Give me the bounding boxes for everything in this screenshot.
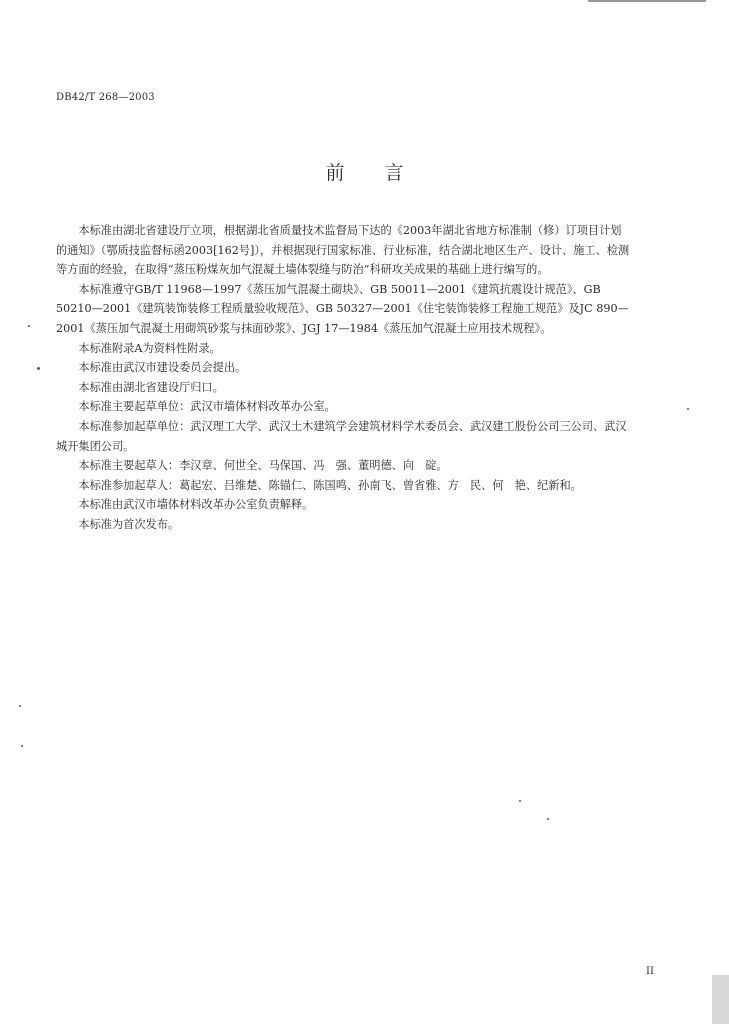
- scan-speck: [28, 325, 30, 327]
- scan-speck: [547, 818, 549, 820]
- paragraph-proposer: 本标准由武汉市建设委员会提出。: [78, 361, 247, 375]
- top-edge-line: [588, 0, 706, 2]
- scan-speck: [21, 745, 23, 747]
- participating-drafters: [56, 476, 630, 496]
- main-drafters-names: 李汉章、何世全、马保国、冯 强、董明德、向 碇。: [179, 459, 448, 473]
- scan-speck: [519, 800, 521, 802]
- main-drafters: [56, 456, 630, 476]
- scan-speck: [37, 367, 40, 370]
- paragraph-participating-units: 本标准参加起草单位：武汉理工大学、武汉土木建筑学会建筑材料学术委员会、武汉建工股份公司三公司、武汉城开集团公司。: [56, 419, 627, 453]
- participating-drafters-label: 本标准参加起草人：: [78, 478, 180, 492]
- paragraph-interpretation: 本标准由武汉市墙体材料改革办公室负责解释。: [78, 498, 314, 512]
- main-drafters-label: 本标准主要起草人：: [78, 459, 180, 473]
- paragraph-main-unit: 本标准主要起草单位：武汉市墙体材料改革办公室。: [78, 400, 336, 414]
- foreword-body: [56, 221, 630, 535]
- paragraph-administration: 本标准由湖北省建设厅归口。: [78, 380, 224, 394]
- scan-speck: [687, 408, 689, 410]
- page-number: II: [646, 966, 654, 977]
- paragraph-origin: 本标准由湖北省建设厅立项，根据湖北省质量技术监督局下达的《2003年湖北省地方标准制（修）订项目计划的通知》（鄂质技监督标函2003[162号]），并根据现行国家标准、行业标准，结合湖北地区生产、设计、施工、检测等方面的经验，在取得“蒸压粉煤灰加气混凝土墙体裂缝与防治”科研攻关成果的基础上进行编写的。: [56, 224, 630, 277]
- standard-code: DB42/T 268—2003: [56, 92, 155, 103]
- paragraph-first-release: 本标准为首次发布。: [78, 517, 180, 531]
- participating-drafters-names: 葛起宏、吕维楚、陈锚仁、陈国鸣、孙南飞、曾省雅、方 民、何 艳、纪新和。: [179, 478, 582, 492]
- page-title: 前言: [325, 162, 444, 184]
- paragraph-appendix: 本标准附录A为资料性附录。: [78, 341, 221, 355]
- scan-speck: [19, 705, 21, 707]
- paragraph-references: 本标准遵守GB/T 11968—1997《蒸压加气混凝土砌块》、GB 50011—2001《建筑抗震设计规范》、GB 50210—2001《建筑装饰装修工程质量验收规范》、GB 50327—2001《住宅装饰装修工程施工规范》及JC 890—2001《蒸压加气混凝土用砌筑砂浆与抹面砂浆》、JGJ 17—1984《蒸压加气混凝土应用技术规程》。: [56, 282, 629, 335]
- page-edge-shade: [712, 975, 729, 1024]
